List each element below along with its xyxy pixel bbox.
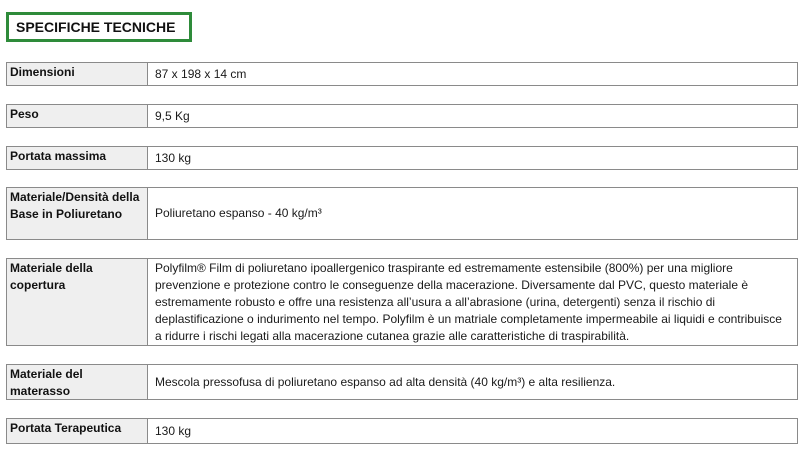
spec-row-mattress-material xyxy=(6,364,798,400)
spec-label: Materiale del materasso xyxy=(7,365,148,399)
spec-value: Mescola pressofusa di poliuretano espanso ad alta densità (40 kg/m³) e alta resilienza. xyxy=(155,374,616,389)
spec-label: Portata Terapeutica xyxy=(7,419,148,443)
spec-value: 9,5 Kg xyxy=(155,108,190,123)
spec-row-weight xyxy=(6,104,798,128)
spec-row-dimensions xyxy=(6,62,798,86)
spec-label: Portata massima xyxy=(7,147,148,169)
spec-label: Materiale della copertura xyxy=(7,259,148,345)
spec-value: 130 kg xyxy=(155,423,192,438)
spec-row-max-load xyxy=(6,146,798,170)
spec-row-base-material xyxy=(6,187,798,240)
spec-value: 130 kg xyxy=(155,150,192,165)
section-title: SPECIFICHE TECNICHE xyxy=(6,12,192,42)
spec-value: Polyfilm® Film di poliuretano ipoallergenico traspirante ed estremamente estensibile (800%) per una migliore prevenzione e protezione contro le conseguenze della macerazione. Diversamente dal PVC, questo materiale è estremamente robusto e offre una resistenza all’usura a all’abrasione (urina, detergenti) senza il rischio di deplastificazione o indurimento nel tempo. Polyfilm è un matriale completamente impermeabile ai liquidi e contribuisce a ridurre i rischi legati alla macerazione cutanea grazie alle caratteristiche di traspirabilità. xyxy=(155,260,782,343)
spec-value: Poliuretano espanso - 40 kg/m³ xyxy=(155,206,322,220)
spec-label: Dimensioni xyxy=(7,63,148,85)
spec-row-therapeutic-load xyxy=(6,418,798,444)
spec-label: Peso xyxy=(7,105,148,127)
spec-label: Materiale/Densità della Base in Poliuretano xyxy=(7,188,148,239)
spec-row-cover-material xyxy=(6,258,798,346)
spec-value: 87 x 198 x 14 cm xyxy=(155,66,247,81)
